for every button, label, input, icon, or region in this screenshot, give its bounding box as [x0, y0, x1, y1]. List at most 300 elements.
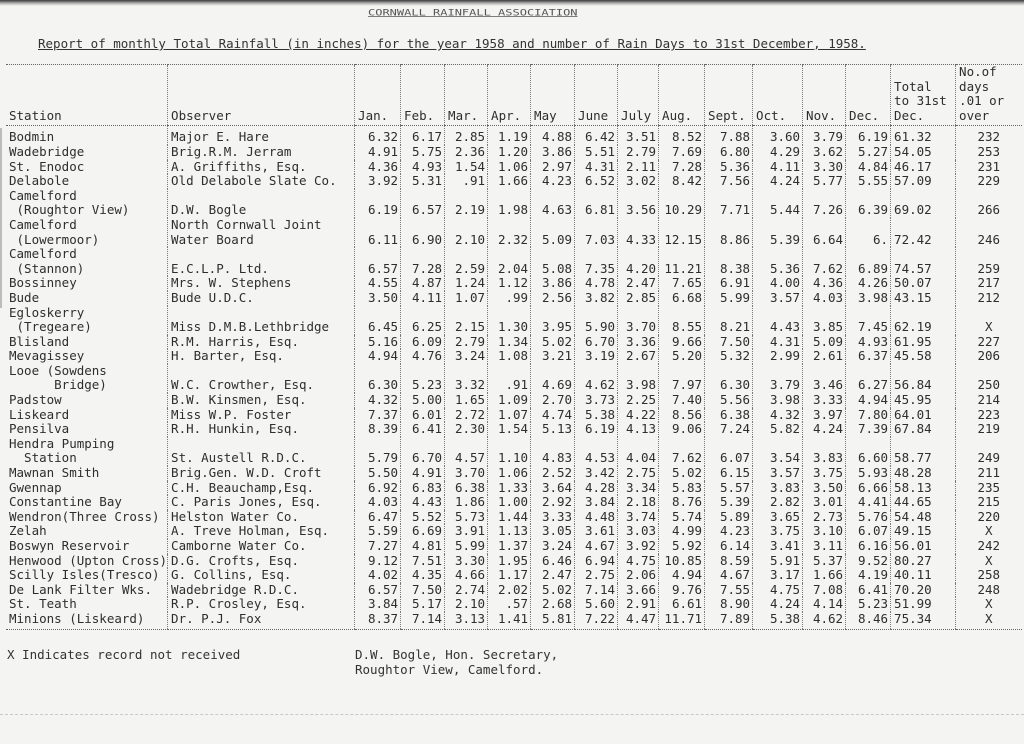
monthly-rainfall-cell: 8.37 [355, 612, 401, 629]
monthly-rainfall-cell: 2.97 [531, 160, 575, 175]
monthly-rainfall-cell: 4.91 [401, 466, 445, 481]
monthly-rainfall-cell: 6.81 [575, 189, 618, 218]
station-name-line: (Tregeare) [9, 319, 92, 335]
monthly-rainfall-cell: 7.56 [705, 174, 753, 189]
table-row [6, 495, 1022, 510]
monthly-rainfall-cell: 5.32 [705, 349, 753, 364]
total-cell: 40.11 [891, 568, 956, 583]
table-row [6, 306, 1022, 335]
station-name-line: Scilly Isles(Tresco) [9, 568, 160, 583]
monthly-rainfall-cell: 1.09 [488, 393, 531, 408]
monthly-rainfall-cell: 4.78 [575, 276, 618, 291]
monthly-rainfall-cell: 2.72 [445, 408, 488, 423]
station-name-line: Padstow [9, 393, 62, 408]
monthly-rainfall-cell: 3.51 [618, 126, 659, 145]
month-header: Aug. [659, 65, 705, 126]
month-header: May [531, 65, 575, 126]
monthly-rainfall-cell: 9.12 [355, 554, 401, 569]
observer-name-line: Old Delabole Slate Co. [171, 174, 337, 189]
observer-name-line: Major E. Hare [171, 129, 269, 145]
monthly-rainfall-cell: .99 [488, 291, 531, 306]
monthly-rainfall-cell: 6.01 [401, 408, 445, 423]
monthly-rainfall-cell: 7.50 [705, 335, 753, 350]
monthly-rainfall-cell: 2.19 [445, 189, 488, 218]
monthly-rainfall-cell: 3.64 [531, 481, 575, 496]
days-header-line: .01 or [959, 93, 1005, 109]
monthly-rainfall-cell: 4.36 [803, 276, 846, 291]
monthly-rainfall-cell: 2.32 [488, 218, 531, 247]
monthly-rainfall-cell: 8.46 [846, 612, 891, 629]
observer-cell [168, 510, 355, 525]
monthly-rainfall-cell: 2.61 [803, 349, 846, 364]
station-name-line: Camelford [9, 188, 77, 203]
monthly-rainfall-cell: 7.08 [803, 583, 846, 598]
monthly-rainfall-cell: 4.36 [355, 160, 401, 175]
monthly-rainfall-cell: 3.92 [355, 174, 401, 189]
monthly-rainfall-cell: 4.67 [705, 568, 753, 583]
station-cell [6, 554, 168, 569]
observer-cell [168, 422, 355, 437]
monthly-rainfall-cell: 6.39 [846, 189, 891, 218]
monthly-rainfall-cell: 1.07 [445, 291, 488, 306]
observer-cell [168, 160, 355, 175]
monthly-rainfall-cell: 2.85 [618, 291, 659, 306]
station-name-line: Egloskerry [9, 305, 85, 320]
monthly-rainfall-cell: 10.85 [659, 554, 705, 569]
monthly-rainfall-cell: 6.80 [705, 145, 753, 160]
monthly-rainfall-cell: 3.97 [803, 408, 846, 423]
monthly-rainfall-cell: 3.70 [618, 306, 659, 335]
monthly-rainfall-cell: 2.68 [531, 597, 575, 612]
monthly-rainfall-cell: 4.74 [531, 408, 575, 423]
monthly-rainfall-cell: 6.14 [705, 539, 753, 554]
monthly-rainfall-cell: 6.52 [575, 174, 618, 189]
monthly-rainfall-cell: 1.98 [488, 189, 531, 218]
observer-name-line: W.C. Crowther, Esq. [171, 377, 315, 393]
rain-days-cell: 246 [956, 218, 1022, 247]
monthly-rainfall-cell: 4.29 [753, 145, 803, 160]
station-cell [6, 349, 168, 364]
monthly-rainfall-cell: 5.27 [846, 145, 891, 160]
observer-cell [168, 408, 355, 423]
monthly-rainfall-cell: 3.42 [575, 466, 618, 481]
header-row [6, 65, 1022, 126]
monthly-rainfall-cell: 3.83 [803, 437, 846, 466]
monthly-rainfall-cell: 4.22 [618, 408, 659, 423]
monthly-rainfall-cell: 4.04 [618, 437, 659, 466]
monthly-rainfall-cell: 8.76 [659, 495, 705, 510]
table-row [6, 160, 1022, 175]
total-header-line: Dec. [894, 107, 925, 123]
monthly-rainfall-cell: 7.89 [705, 612, 753, 629]
monthly-rainfall-cell: 3.33 [803, 393, 846, 408]
monthly-rainfall-cell: 4.43 [401, 495, 445, 510]
monthly-rainfall-cell: 6.69 [401, 524, 445, 539]
total-cell: 75.34 [891, 612, 956, 629]
observer-name-line: R.P. Crosley, Esq. [171, 597, 307, 612]
table-row [6, 189, 1022, 218]
monthly-rainfall-cell: 7.37 [355, 408, 401, 423]
monthly-rainfall-cell: 4.11 [753, 160, 803, 175]
observer-cell [168, 597, 355, 612]
rain-days-cell: 227 [956, 335, 1022, 350]
monthly-rainfall-cell: 1.41 [488, 612, 531, 629]
monthly-rainfall-cell: 1.66 [803, 568, 846, 583]
monthly-rainfall-cell: 7.27 [355, 539, 401, 554]
monthly-rainfall-cell: 5.93 [846, 466, 891, 481]
observer-name-line: Miss W.P. Foster [171, 407, 292, 422]
station-cell [6, 364, 168, 393]
observer-name-line: R.H. Hunkin, Esq. [171, 422, 299, 437]
scan-left-edge [0, 128, 2, 308]
rain-days-cell: 258 [956, 568, 1022, 583]
monthly-rainfall-cell: 5.83 [659, 481, 705, 496]
monthly-rainfall-cell: 6.32 [355, 126, 401, 145]
monthly-rainfall-cell: 5.38 [753, 612, 803, 629]
monthly-rainfall-cell: 2.47 [618, 276, 659, 291]
monthly-rainfall-cell: 2.10 [445, 218, 488, 247]
monthly-rainfall-cell: 7.62 [803, 247, 846, 276]
monthly-rainfall-cell: 5.89 [705, 510, 753, 525]
station-name-line: Looe (Sowdens [9, 363, 107, 378]
table-row [6, 568, 1022, 583]
monthly-rainfall-cell: 4.69 [531, 364, 575, 393]
monthly-rainfall-cell: 5.81 [531, 612, 575, 629]
monthly-rainfall-cell: 2.04 [488, 247, 531, 276]
monthly-rainfall-cell: 4.26 [846, 276, 891, 291]
total-header-line: to 31st [894, 93, 947, 109]
table-row [6, 364, 1022, 393]
monthly-rainfall-cell: 6.47 [355, 510, 401, 525]
monthly-rainfall-cell: 6.90 [401, 218, 445, 247]
monthly-rainfall-cell: 3.36 [618, 335, 659, 350]
station-cell [6, 437, 168, 466]
total-cell: 72.42 [891, 218, 956, 247]
observer-cell [168, 612, 355, 629]
rain-days-cell: 242 [956, 539, 1022, 554]
monthly-rainfall-cell: 8.90 [705, 597, 753, 612]
monthly-rainfall-cell: 5.16 [355, 335, 401, 350]
station-name-line: Hendra Pumping [9, 436, 115, 451]
observer-name-line: Brig.R.M. Jerram [171, 144, 292, 159]
monthly-rainfall-cell: 1.17 [488, 568, 531, 583]
observer-cell [168, 568, 355, 583]
monthly-rainfall-cell: 6.27 [846, 364, 891, 393]
station-cell [6, 466, 168, 481]
observer-name-line: Miss D.M.B.Lethbridge [171, 319, 330, 335]
observer-cell [168, 495, 355, 510]
monthly-rainfall-cell: 4.20 [618, 247, 659, 276]
monthly-rainfall-cell: 5.13 [531, 422, 575, 437]
monthly-rainfall-cell: 6.89 [846, 247, 891, 276]
monthly-rainfall-cell: 3.98 [753, 393, 803, 408]
rain-days-cell: 231 [956, 160, 1022, 175]
monthly-rainfall-cell: 4.66 [445, 568, 488, 583]
monthly-rainfall-cell: 5.37 [803, 554, 846, 569]
observer-cell [168, 189, 355, 218]
total-cell: 62.19 [891, 306, 956, 335]
station-name-line: St. Teath [9, 597, 77, 612]
monthly-rainfall-cell: 6.70 [401, 437, 445, 466]
observer-cell [168, 393, 355, 408]
station-name-line: Henwood (Upton Cross) [9, 553, 168, 568]
station-cell [6, 393, 168, 408]
organization-heading: CORNWALL RAINFALL ASSOCIATION [368, 7, 578, 18]
monthly-rainfall-cell: 1.12 [488, 276, 531, 291]
monthly-rainfall-cell: 6.64 [803, 218, 846, 247]
monthly-rainfall-cell: 7.39 [846, 422, 891, 437]
observer-name-line: Mrs. W. Stephens [171, 276, 292, 291]
monthly-rainfall-cell: 4.53 [575, 437, 618, 466]
monthly-rainfall-cell: 4.84 [846, 160, 891, 175]
monthly-rainfall-cell: 3.98 [846, 291, 891, 306]
monthly-rainfall-cell: 4.28 [575, 481, 618, 496]
station-cell [6, 174, 168, 189]
monthly-rainfall-cell: 5.90 [575, 306, 618, 335]
monthly-rainfall-cell: 3.17 [753, 568, 803, 583]
station-name-line: (Lowermoor) [9, 231, 100, 247]
monthly-rainfall-cell: 4.93 [846, 335, 891, 350]
table-row [6, 583, 1022, 598]
monthly-rainfall-cell: 3.79 [753, 364, 803, 393]
rain-days-cell: 214 [956, 393, 1022, 408]
monthly-rainfall-cell: 4.43 [753, 306, 803, 335]
table-row [6, 510, 1022, 525]
station-name-line: Wendron(Three Cross) [9, 509, 160, 524]
monthly-rainfall-cell: 4.94 [659, 568, 705, 583]
monthly-rainfall-cell: 6.07 [846, 524, 891, 539]
observer-name-line: E.C.L.P. Ltd. [171, 260, 269, 276]
monthly-rainfall-cell: 1.34 [488, 335, 531, 350]
monthly-rainfall-cell: 5.09 [531, 218, 575, 247]
monthly-rainfall-cell: 4.91 [355, 145, 401, 160]
monthly-rainfall-cell: 4.00 [753, 276, 803, 291]
monthly-rainfall-cell: 4.24 [753, 597, 803, 612]
monthly-rainfall-cell: 3.98 [618, 364, 659, 393]
monthly-rainfall-cell: 6.09 [401, 335, 445, 350]
monthly-rainfall-cell: 4.62 [803, 612, 846, 629]
total-cell: 70.20 [891, 583, 956, 598]
station-cell [6, 597, 168, 612]
monthly-rainfall-cell: 6.38 [705, 408, 753, 423]
table-row [6, 393, 1022, 408]
monthly-rainfall-cell: 4.32 [753, 408, 803, 423]
monthly-rainfall-cell: 7.03 [575, 218, 618, 247]
observer-name-line: Helston Water Co. [171, 509, 299, 524]
monthly-rainfall-cell: 4.75 [618, 554, 659, 569]
monthly-rainfall-cell: 3.95 [531, 306, 575, 335]
observer-cell [168, 364, 355, 393]
monthly-rainfall-cell: 10.29 [659, 189, 705, 218]
monthly-rainfall-cell: 5.55 [846, 174, 891, 189]
monthly-rainfall-cell: 2.74 [445, 583, 488, 598]
observer-cell [168, 466, 355, 481]
monthly-rainfall-cell: 4.41 [846, 495, 891, 510]
monthly-rainfall-cell: 11.21 [659, 247, 705, 276]
monthly-rainfall-cell: 5.36 [705, 160, 753, 175]
monthly-rainfall-cell: 7.97 [659, 364, 705, 393]
monthly-rainfall-cell: 6.41 [401, 422, 445, 437]
monthly-rainfall-cell: 5.09 [803, 335, 846, 350]
monthly-rainfall-cell: 4.24 [803, 422, 846, 437]
monthly-rainfall-cell: 5.57 [705, 481, 753, 496]
monthly-rainfall-cell: 5.39 [705, 495, 753, 510]
observer-name-line [171, 437, 354, 452]
monthly-rainfall-cell: 5.82 [753, 422, 803, 437]
monthly-rainfall-cell: 3.05 [531, 524, 575, 539]
monthly-rainfall-cell: 1.07 [488, 408, 531, 423]
monthly-rainfall-cell: 1.24 [445, 276, 488, 291]
monthly-rainfall-cell: 2.79 [445, 335, 488, 350]
monthly-rainfall-cell: 4.63 [531, 189, 575, 218]
monthly-rainfall-cell: 4.81 [401, 539, 445, 554]
observer-name-line: C.H. Beauchamp,Esq. [171, 480, 315, 495]
station-cell [6, 422, 168, 437]
monthly-rainfall-cell: 6.94 [575, 554, 618, 569]
observer-name-line: R.M. Harris, Esq. [171, 334, 299, 349]
month-header: Sept. [705, 65, 753, 126]
monthly-rainfall-cell: 2.99 [753, 349, 803, 364]
monthly-rainfall-cell: 6.17 [401, 126, 445, 145]
monthly-rainfall-cell: 1.06 [488, 160, 531, 175]
monthly-rainfall-cell: 1.95 [488, 554, 531, 569]
monthly-rainfall-cell: 2.11 [618, 160, 659, 175]
observer-name-line [171, 247, 354, 262]
monthly-rainfall-cell: 2.82 [753, 495, 803, 510]
monthly-rainfall-cell: 3.66 [618, 583, 659, 598]
observer-name-line: Wadebridge R.D.C. [171, 582, 299, 597]
monthly-rainfall-cell: 1.37 [488, 539, 531, 554]
station-cell [6, 495, 168, 510]
monthly-rainfall-cell: 1.19 [488, 126, 531, 145]
monthly-rainfall-cell: 8.38 [705, 247, 753, 276]
monthly-rainfall-cell: 2.56 [531, 291, 575, 306]
monthly-rainfall-cell: 4.02 [355, 568, 401, 583]
monthly-rainfall-cell: 6.57 [355, 247, 401, 276]
days-header [956, 65, 1022, 126]
monthly-rainfall-cell: 9.06 [659, 422, 705, 437]
monthly-rainfall-cell: 3.91 [445, 524, 488, 539]
monthly-rainfall-cell: 3.85 [803, 306, 846, 335]
station-cell [6, 306, 168, 335]
monthly-rainfall-cell: 5.99 [705, 291, 753, 306]
monthly-rainfall-cell: 2.75 [618, 466, 659, 481]
days-header-line: No.of [959, 64, 997, 79]
monthly-rainfall-cell: 3.13 [445, 612, 488, 629]
monthly-rainfall-cell: 3.70 [445, 466, 488, 481]
monthly-rainfall-cell: 2.15 [445, 306, 488, 335]
station-name-line: Constantine Bay [9, 495, 122, 510]
monthly-rainfall-cell: 8.86 [705, 218, 753, 247]
monthly-rainfall-cell: 6.41 [846, 583, 891, 598]
total-cell: 43.15 [891, 291, 956, 306]
monthly-rainfall-cell: 4.03 [355, 495, 401, 510]
monthly-rainfall-cell: 7.22 [575, 612, 618, 629]
monthly-rainfall-cell: 3.56 [618, 189, 659, 218]
monthly-rainfall-cell: 2.91 [618, 597, 659, 612]
monthly-rainfall-cell: 7.50 [401, 583, 445, 598]
monthly-rainfall-cell: 5.36 [753, 247, 803, 276]
monthly-rainfall-cell: 4.23 [531, 174, 575, 189]
monthly-rainfall-cell: 1.33 [488, 481, 531, 496]
total-cell: 69.02 [891, 189, 956, 218]
station-cell [6, 612, 168, 629]
monthly-rainfall-cell: 7.14 [401, 612, 445, 629]
monthly-rainfall-cell: 4.31 [575, 160, 618, 175]
total-cell: 45.95 [891, 393, 956, 408]
monthly-rainfall-cell: 5.56 [705, 393, 753, 408]
monthly-rainfall-cell: 6.83 [401, 481, 445, 496]
rain-days-cell: 249 [956, 437, 1022, 466]
days-header-line: over [959, 107, 990, 123]
station-cell [6, 291, 168, 306]
monthly-rainfall-cell: 4.88 [531, 126, 575, 145]
table-row [6, 408, 1022, 423]
monthly-rainfall-cell: 8.52 [659, 126, 705, 145]
monthly-rainfall-cell: 4.33 [618, 218, 659, 247]
monthly-rainfall-cell: 1.44 [488, 510, 531, 525]
monthly-rainfall-cell: 3.75 [803, 466, 846, 481]
monthly-rainfall-cell: 4.35 [401, 568, 445, 583]
monthly-rainfall-cell: 6.57 [355, 583, 401, 598]
station-name-line: Bude [9, 290, 40, 305]
month-header: Jan. [355, 65, 401, 126]
monthly-rainfall-cell: 4.14 [803, 597, 846, 612]
monthly-rainfall-cell: 4.75 [753, 583, 803, 598]
monthly-rainfall-cell: 2.85 [445, 126, 488, 145]
monthly-rainfall-cell: 6.19 [575, 422, 618, 437]
monthly-rainfall-cell: 3.65 [753, 510, 803, 525]
month-header: July [618, 65, 659, 126]
station-name-line: Camelford [9, 247, 77, 262]
station-cell [6, 568, 168, 583]
monthly-rainfall-cell: 5.75 [401, 145, 445, 160]
monthly-rainfall-cell: 4.11 [401, 291, 445, 306]
table-row [6, 539, 1022, 554]
monthly-rainfall-cell: 2.36 [445, 145, 488, 160]
monthly-rainfall-cell: 5.02 [531, 335, 575, 350]
total-cell: 61.95 [891, 335, 956, 350]
monthly-rainfall-cell: 3.19 [575, 349, 618, 364]
total-header-line: Total [894, 78, 932, 94]
monthly-rainfall-cell: 5.31 [401, 174, 445, 189]
station-name-line: Bridge) [9, 377, 107, 393]
monthly-rainfall-cell: 2.18 [618, 495, 659, 510]
rain-days-cell: X [956, 306, 1022, 335]
monthly-rainfall-cell: 5.74 [659, 510, 705, 525]
monthly-rainfall-cell: 3.86 [531, 145, 575, 160]
month-header: Oct. [753, 65, 803, 126]
rain-days-cell: X [956, 597, 1022, 612]
total-cell: 46.17 [891, 160, 956, 175]
station-cell [6, 481, 168, 496]
monthly-rainfall-cell: 7.55 [705, 583, 753, 598]
monthly-rainfall-cell: .57 [488, 597, 531, 612]
monthly-rainfall-cell: 8.56 [659, 408, 705, 423]
observer-name-line: G. Collins, Esq. [171, 568, 292, 583]
monthly-rainfall-cell: 1.54 [488, 422, 531, 437]
monthly-rainfall-cell: 4.03 [803, 291, 846, 306]
total-cell: 51.99 [891, 597, 956, 612]
monthly-rainfall-cell: 12.15 [659, 218, 705, 247]
rain-days-cell: 217 [956, 276, 1022, 291]
monthly-rainfall-cell: 1.06 [488, 466, 531, 481]
rain-days-cell: 259 [956, 247, 1022, 276]
station-name-line: St. Enodoc [9, 159, 85, 174]
rain-days-cell: 220 [956, 510, 1022, 525]
monthly-rainfall-cell: 1.10 [488, 437, 531, 466]
station-name-line: Station [9, 450, 77, 466]
